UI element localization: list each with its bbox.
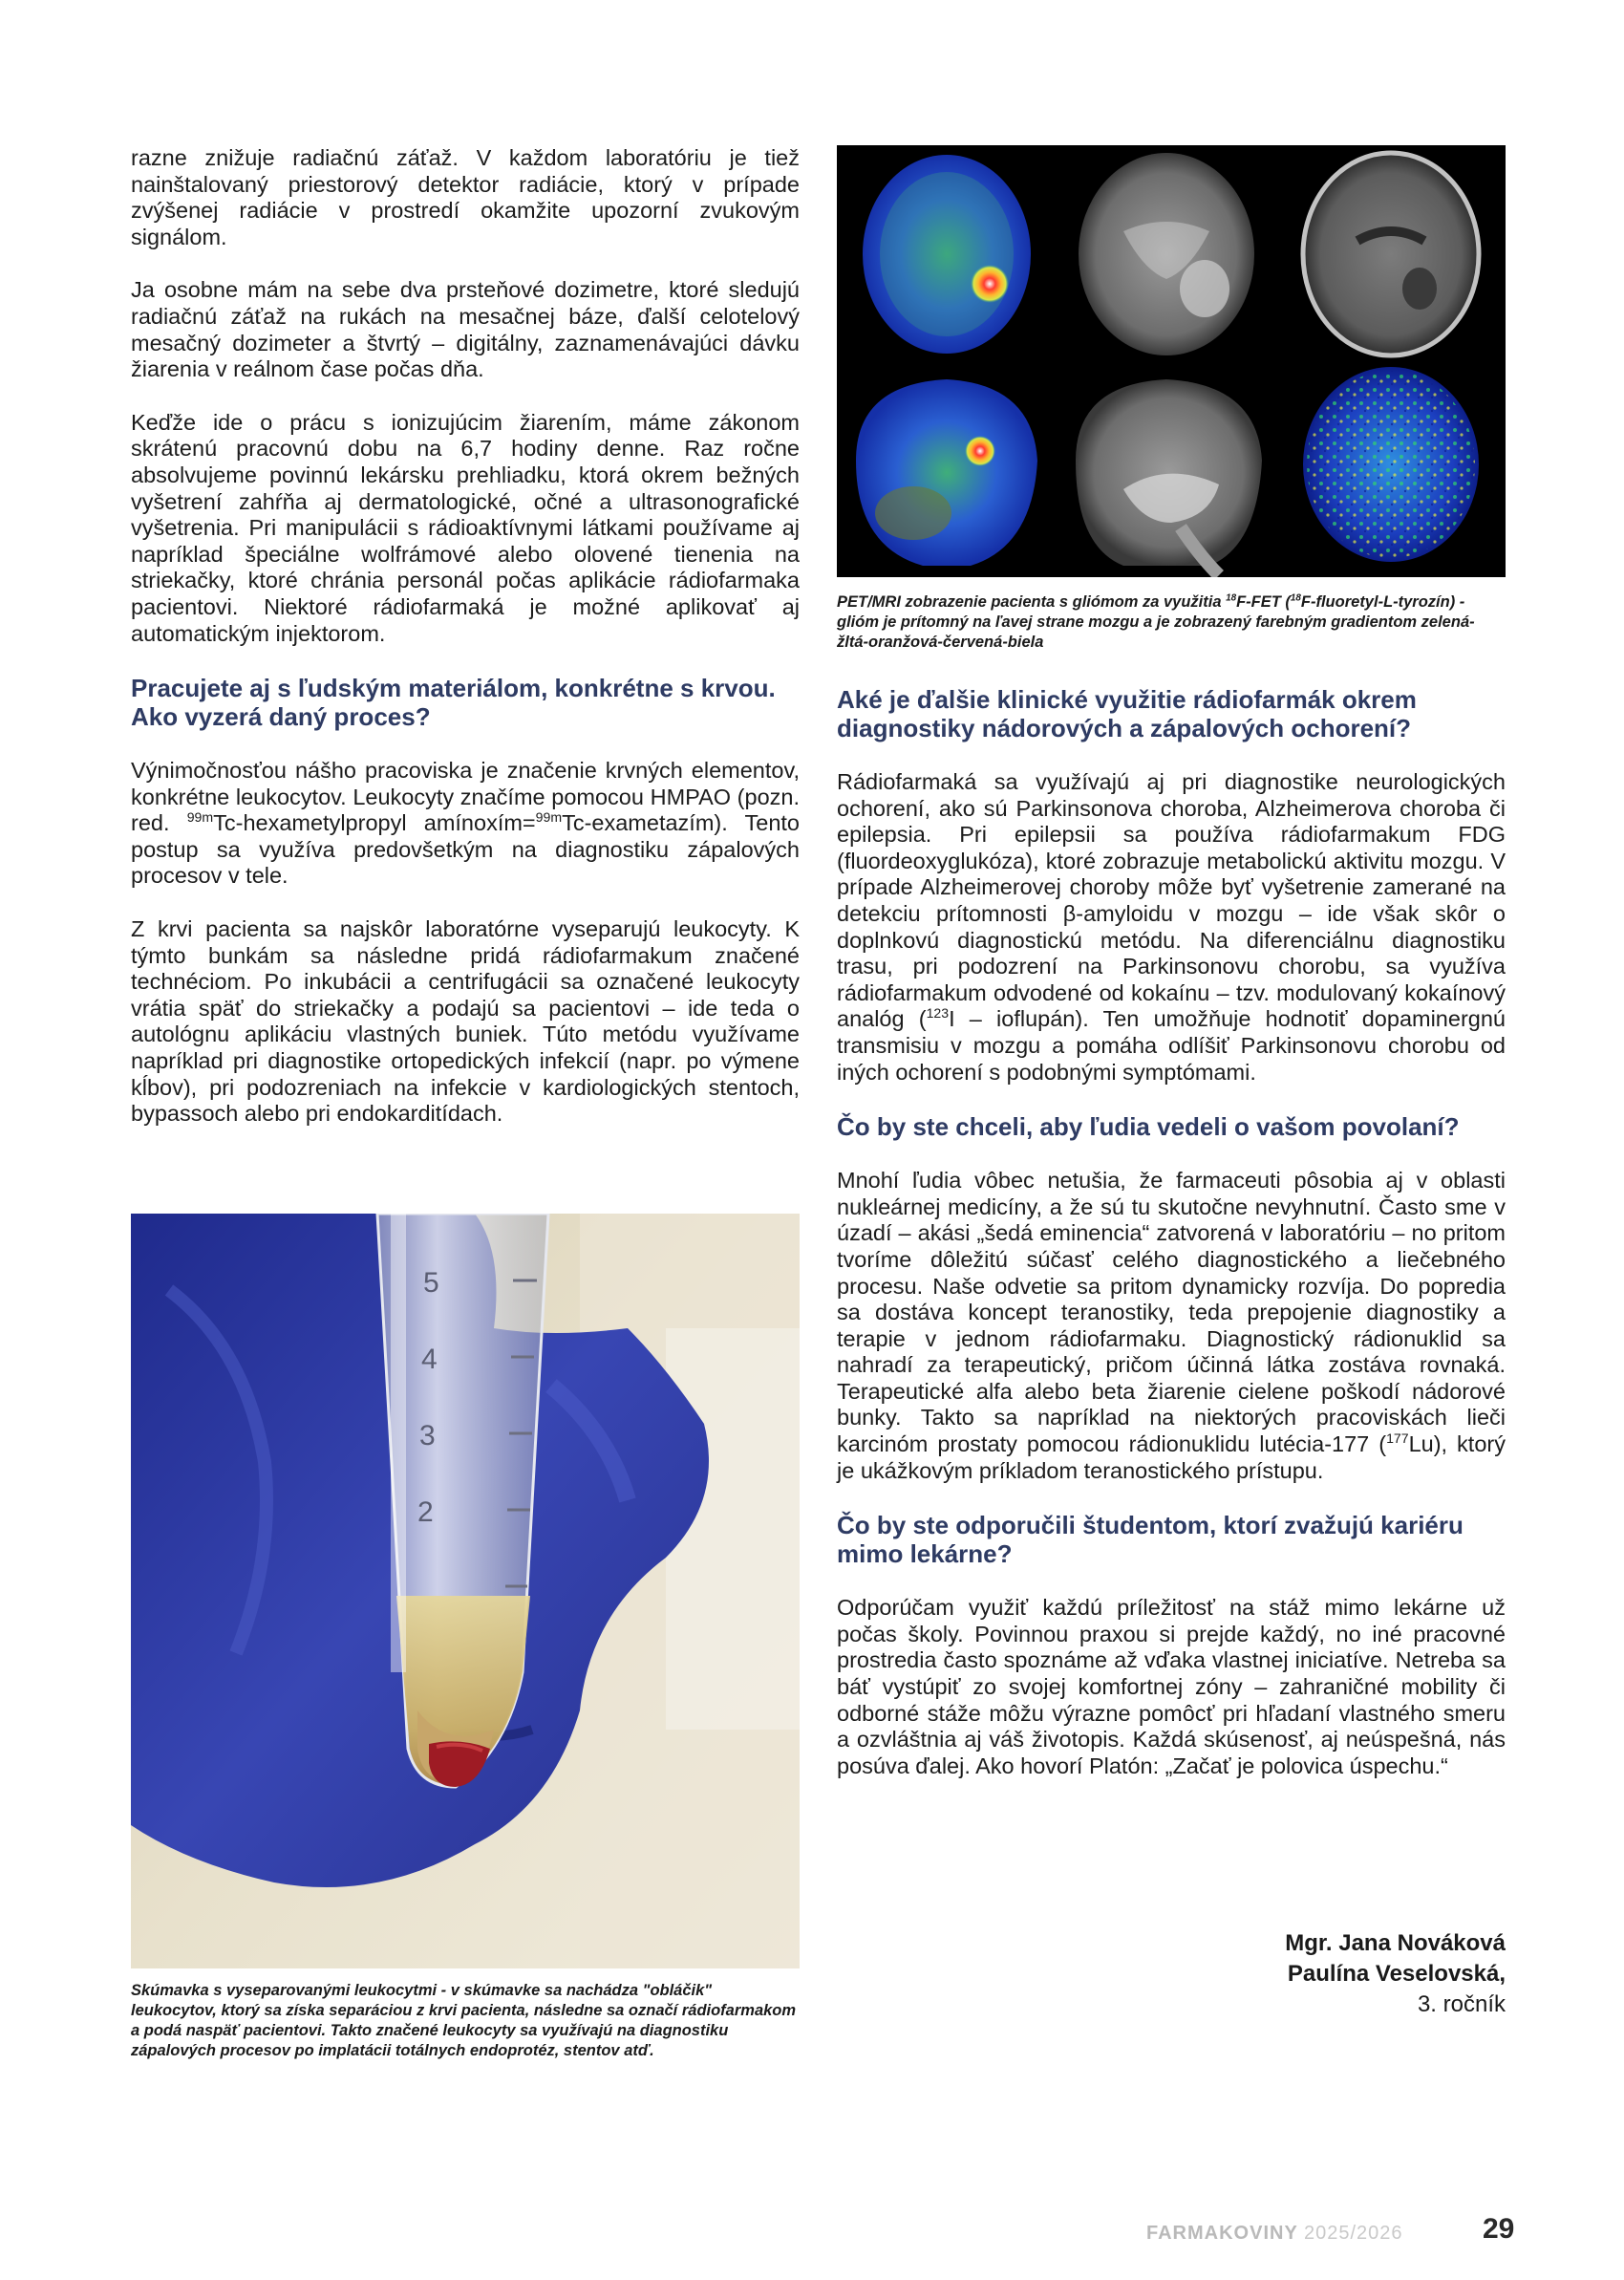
tube-mark-2: 2: [417, 1496, 434, 1528]
paragraph-working-hours: Keďže ide o prácu s ionizujúcim žiarením, máme zákonom skrátenú pracovnú dobu na 6,7 hodiny denne. Raz ročne absolvujeme povinnú lekársku prehliadku, ktorá okrem bežných vyšetrení zahŕňa aj dermatologické, očné a ultrasonografické vyšetrenia. Pri manipulácii s rádioaktívnymi látkami používame aj napríklad špeciálne wolfrámové alebo olovené tienenia na striekačky, ktoré chránia personál počas aplikácie rádiofarmaka pacientovi. Niektoré rádiofarmaká je možné aplikovať aj automatickým injektorom.: [131, 409, 800, 646]
test-tube-figure: [131, 1214, 800, 1968]
page-number: 29: [1483, 2213, 1515, 2245]
author-name-2: Paulína Veselovská,: [1287, 1961, 1506, 1987]
pet-mri-images: [837, 145, 1506, 577]
pet-mri-figure: [837, 145, 1506, 577]
right-column: [837, 592, 1506, 1806]
magazine-name: FARMAKOVINY: [1146, 2223, 1298, 2244]
issue-year: 2025/2026: [1303, 2223, 1403, 2244]
paragraph-theranostics: Mnohí ľudia vôbec netušia, že farmaceuti pôsobia aj v oblasti nukleárnej medicíny, a že sú tu skutočne nevyhnutní. Často sme v úzadí – akási „šedá eminencia“ zatvorená v laboratóriu – no pritom tvoríme dôležitú súčasť celého diagnostického a liečebného procesu. Naše odvetie sa pritom dynamicky rozvíja. Do popredia sa dostáva koncept teranostiky, teda prepojenie diagnostiky a terapie v jednom rádiofarmaku. Diagnostický rádionuklid sa nahradí za terapeutický, pričom účinná látka zostáva rovnaká. Terapeutické alfa alebo beta žiarenie cielene poškodí nádorové bunky. Takto sa napríklad na niektorých pracoviskách lieči karcinóm prostaty pomocou rádionuklidu lutécia-177 ($^{177}$Lu), ktorý je ukážkovým príkladom teranostického prístupu.: [837, 1168, 1506, 1483]
left-column: [131, 145, 800, 1154]
paragraph-dosimeters: Ja osobne mám na sebe dva prsteňové dozimetre, ktoré sledujú radiačnú záťaž na rukách na mesačnej báze, ďalší celotelový mesačný dozimeter a štvrtý – digitálny, zaznamenávajúci dávku žiarenia v reálnom čase počas dňa.: [131, 277, 800, 382]
paragraph-advice: Odporúčam využiť každú príležitosť na stáž mimo lekárne už počas školy. Povinnou praxou si prejde každý, no iné pracovné prostredia často spoznáme až vďaka vlastnej iniciatíve. Netreba sa báť vystúpiť zo svojej komfortnej zóny – zahraničné mobility či odborné stáže môžu výrazne pomôcť pri hľadaní vlastného smeru a ozvláštnia aj váš životopis. Každá skúsenosť, aj neúspešná, nás posúva ďalej. Ako hovorí Platón: „Začať je polovica úspechu.“: [837, 1595, 1506, 1778]
question-students-advice: Čo by ste odporučili študentom, ktorí zvažujú kariéru mimo lekárne?: [837, 1511, 1464, 1569]
paragraph-leukocyte-process: Z krvi pacienta sa najskôr laboratórne vyseparujú leukocyty. K týmto bunkám sa následne pridá rádiofarmakum značené technéciom. Po inkubácii a centrifugácii sa označené leukocyty vrátia späť do striekačky a podajú sa pacientovi – ide teda o autológnu aplikáciu vlastných buniek. Túto metódu využívame napríklad pri diagnostike ortopedických infekcií (napr. po výmene kĺbov), pri podozreniach na infekcie v kardiologických stentoch, bypassoch alebo pri endokarditídach.: [131, 916, 800, 1127]
tube-mark-5: 5: [423, 1267, 439, 1299]
question-clinical-use: Aké je ďalšie klinické využitie rádiofarmák okrem diagnostiky nádorových a zápalových ochorení?: [837, 685, 1417, 742]
author-name-1: Mgr. Jana Nováková: [1285, 1930, 1506, 1956]
paragraph-leukocyte-labeling: Výnimočnosťou nášho pracoviska je značenie krvných elementov, konkrétne leukocytov. Leukocyty značíme pomocou HMPAO (pozn. red. $^{99m}$Tc-hexametylpropyl amínoxím=$^{99m}$Tc-exametazím). Tento postup sa využíva predovšetkým na diagnostiku zápalových procesov v tele.: [131, 758, 801, 889]
pet-mri-caption: PET/MRI zobrazenie pacienta s gliómom za využitia $^{18}$F-FET ($^{18}$F-fluoretyl-L-tyrozín) - glióm je prítomný na ľavej strane mozgu a je zobrazený farebným gradientom zelená-žltá-oranžová-červená-biela: [837, 592, 1475, 651]
author-signature: [1127, 1928, 1506, 2020]
paragraph-neurological-use: Rádiofarmaká sa využívajú aj pri diagnostike neurologických ochorení, ako sú Parkinsonova choroba, Alzheimerova choroba či epilepsia. Pri epilepsii sa používa rádiofarmakum FDG (fluordeoxyglukóza), ktoré zobrazuje metabolickú aktivitu mozgu. V prípade Alzheimerovej choroby môže byť vyšetrenie zamerané na detekciu prítomnosti β-amyloidu v mozgu – ide však skôr o doplnkovú diagnostickú metódu. Na diferenciálnu diagnostiku trasu, pri podozrení na Parkinsonovu chorobu, sa využíva rádiofarmakum odvodené od kokaínu – tzv. modulovaný kokaínový analóg ($^{123}$I – ioflupán). Ten umožňuje hodnotiť dopaminergnú transmisiu v mozgu a pomáha odlíšiť Parkinsonovu chorobu od iných ochorení s podobnými symptómami.: [837, 769, 1506, 1085]
footer-magazine: [1146, 2223, 1403, 2245]
tube-mark-3: 3: [419, 1420, 436, 1452]
tube-mark-4: 4: [421, 1344, 438, 1375]
test-tube-caption: Skúmavka s vyseparovanými leukocytmi - v skúmavke sa nachádza "obláčik" leukocytov, ktorý sa získa separáciou z krvi pacienta, následne sa označí rádiofarmakom a podá naspäť pacientovi. Takto značené leukocyty sa využívajú na diagnostiku zápalových procesov po implatácii totálnych endoprotéz, stentov atď.: [131, 1982, 797, 2059]
paragraph-radiation-detector: razne znižuje radiačnú záťaž. V každom laboratóriu je tiež nainštalovaný priestorový detektor radiácie, ktorý v prípade zvýšenej radiácie v prostredí okamžite upozorní zvukovým signálom.: [131, 145, 800, 249]
test-tube-photo: [131, 1214, 800, 1968]
question-profession: Čo by ste chceli, aby ľudia vedeli o vašom povolaní?: [837, 1112, 1460, 1142]
question-blood-handling: Pracujete aj s ľudským materiálom, konkrétne s krvou. Ako vyzerá daný proces?: [131, 674, 776, 732]
author-year: 3. ročník: [1417, 1991, 1506, 2017]
